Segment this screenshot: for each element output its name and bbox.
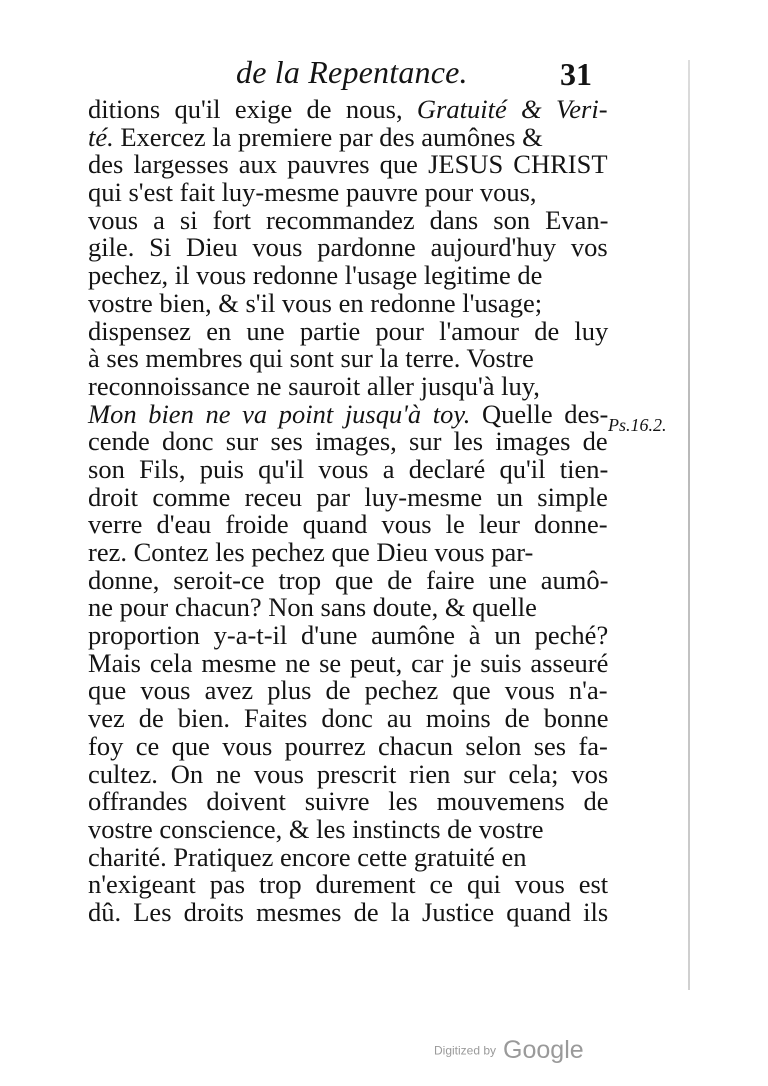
- text-line: Mon bien ne va point jusqu'à toy. Quelle des-: [88, 398, 609, 429]
- text-line: Mais cela mesme ne se peut, car je suis asseuré: [88, 647, 609, 678]
- page-edge-shadow: [688, 60, 690, 990]
- text-line: ne pour chacun? Non sans doute, & quelle: [88, 592, 537, 623]
- text-line: offrandes doivent suivre les mouvemens de: [88, 786, 609, 817]
- text-line: charité. Pratiquez encore cette gratuité en: [88, 841, 527, 872]
- text-line: té. Exercez la premiere par des aumônes &: [88, 121, 543, 152]
- text-line: qui s'est fait luy-mesme pauvre pour vous,: [88, 177, 537, 208]
- text-line: reconnoissance ne sauroit aller jusqu'à luy,: [88, 370, 540, 401]
- text-line: n'exigeant pas trop durement ce qui vous est: [88, 869, 609, 900]
- text-line: des largesses aux pauvres que JESUS CHRIST: [88, 149, 608, 180]
- text-line: à ses membres qui sont sur la terre. Vostre: [88, 343, 534, 374]
- text-line: son Fils, puis qu'il vous a declaré qu'il tien-: [88, 453, 609, 484]
- text-line: vous a si fort recommandez dans son Evan-: [88, 204, 609, 235]
- text-line: rez. Contez les pechez que Dieu vous par-: [88, 537, 534, 567]
- text-line: gile. Si Dieu vous pardonne aujourd'huy vos: [88, 232, 608, 263]
- text-line: cende donc sur ses images, sur les images de: [88, 426, 608, 457]
- digitized-by-label: Digitized by: [434, 1043, 497, 1058]
- text-line: donne, seroit-ce trop que de faire une aumô-: [88, 564, 609, 595]
- text-line: que vous avez plus de pechez que vous n'a-: [88, 675, 608, 706]
- text-line: ditions qu'il exige de nous, Gratuité & Veri-: [88, 94, 608, 124]
- text-line: dispensez en une partie pour l'amour de luy: [88, 315, 609, 346]
- margin-note: Ps.16.2.: [608, 415, 667, 435]
- text-line: verre d'eau froide quand vous le leur donne-: [88, 509, 608, 540]
- text-line: vostre conscience, & les instincts de vostre: [88, 813, 544, 844]
- page-number: 31: [560, 56, 592, 92]
- text-line: cultez. On ne vous prescrit rien sur cela; vos: [88, 758, 609, 789]
- text-line: pechez, il vous redonne l'usage legitime de: [88, 260, 543, 291]
- google-logo: Google: [503, 1036, 584, 1064]
- body-text: [88, 96, 608, 927]
- text-line: dû. Les droits mesmes de la Justice quand ils: [88, 896, 609, 927]
- text-line: droit comme receu par luy-mesme un simple: [88, 481, 608, 512]
- text-line: vostre bien, & s'il vous en redonne l'usage;: [88, 287, 543, 318]
- text-line: proportion y-a-t-il d'une aumône à un peché?: [88, 620, 609, 651]
- text-line: vez de bien. Faites donc au moins de bonne: [88, 703, 609, 734]
- digitized-by-watermark: [434, 1036, 584, 1065]
- text-line: foy ce que vous pourrez chacun selon ses fa-: [88, 730, 608, 761]
- running-head: de la Repentance.: [236, 54, 468, 90]
